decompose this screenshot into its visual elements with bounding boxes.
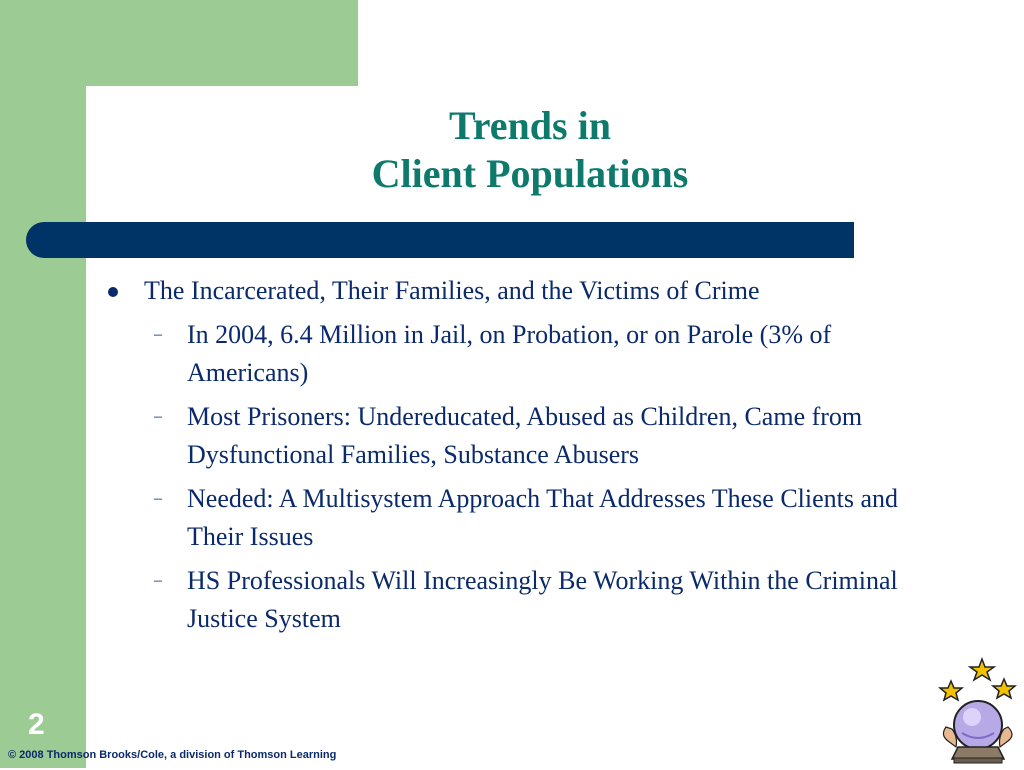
copyright-notice: © 2008 Thomson Brooks/Cole, a division of Thomson Learning bbox=[8, 749, 337, 761]
bullet-text: The Incarcerated, Their Families, and the Victims of Crime bbox=[144, 276, 760, 305]
subbullet-item bbox=[100, 316, 950, 392]
subbullet-text: Most Prisoners: Undereducated, Abused as Children, Came from Dysfunctional Families, Substance Abusers bbox=[187, 402, 863, 469]
title-divider-bar bbox=[26, 222, 854, 258]
subbullet-text: HS Professionals Will Increasingly Be Working Within the Criminal Justice System bbox=[187, 566, 898, 633]
dash-icon: – bbox=[154, 572, 162, 589]
dash-icon: – bbox=[154, 326, 162, 343]
subbullet-text: In 2004, 6.4 Million in Jail, on Probation, or on Parole (3% of Americans) bbox=[187, 320, 832, 387]
subbullet-item bbox=[100, 398, 950, 474]
page-title bbox=[280, 102, 780, 198]
crystal-ball-stars-icon bbox=[934, 655, 1022, 765]
content-area-corner bbox=[86, 86, 206, 206]
title-line-2: Client Populations bbox=[371, 151, 689, 196]
bullet-list bbox=[100, 272, 950, 644]
title-line-1: Trends in bbox=[449, 103, 611, 148]
subbullet-item bbox=[100, 562, 950, 638]
subbullet-item bbox=[100, 480, 950, 556]
bullet-item bbox=[100, 272, 950, 310]
bullet-dot-icon bbox=[108, 287, 118, 297]
slide-number: 2 bbox=[28, 708, 45, 741]
dash-icon: – bbox=[154, 408, 162, 425]
green-side-band bbox=[0, 0, 86, 768]
dash-icon: – bbox=[154, 490, 162, 507]
subbullet-text: Needed: A Multisystem Approach That Addresses These Clients and Their Issues bbox=[187, 484, 899, 551]
